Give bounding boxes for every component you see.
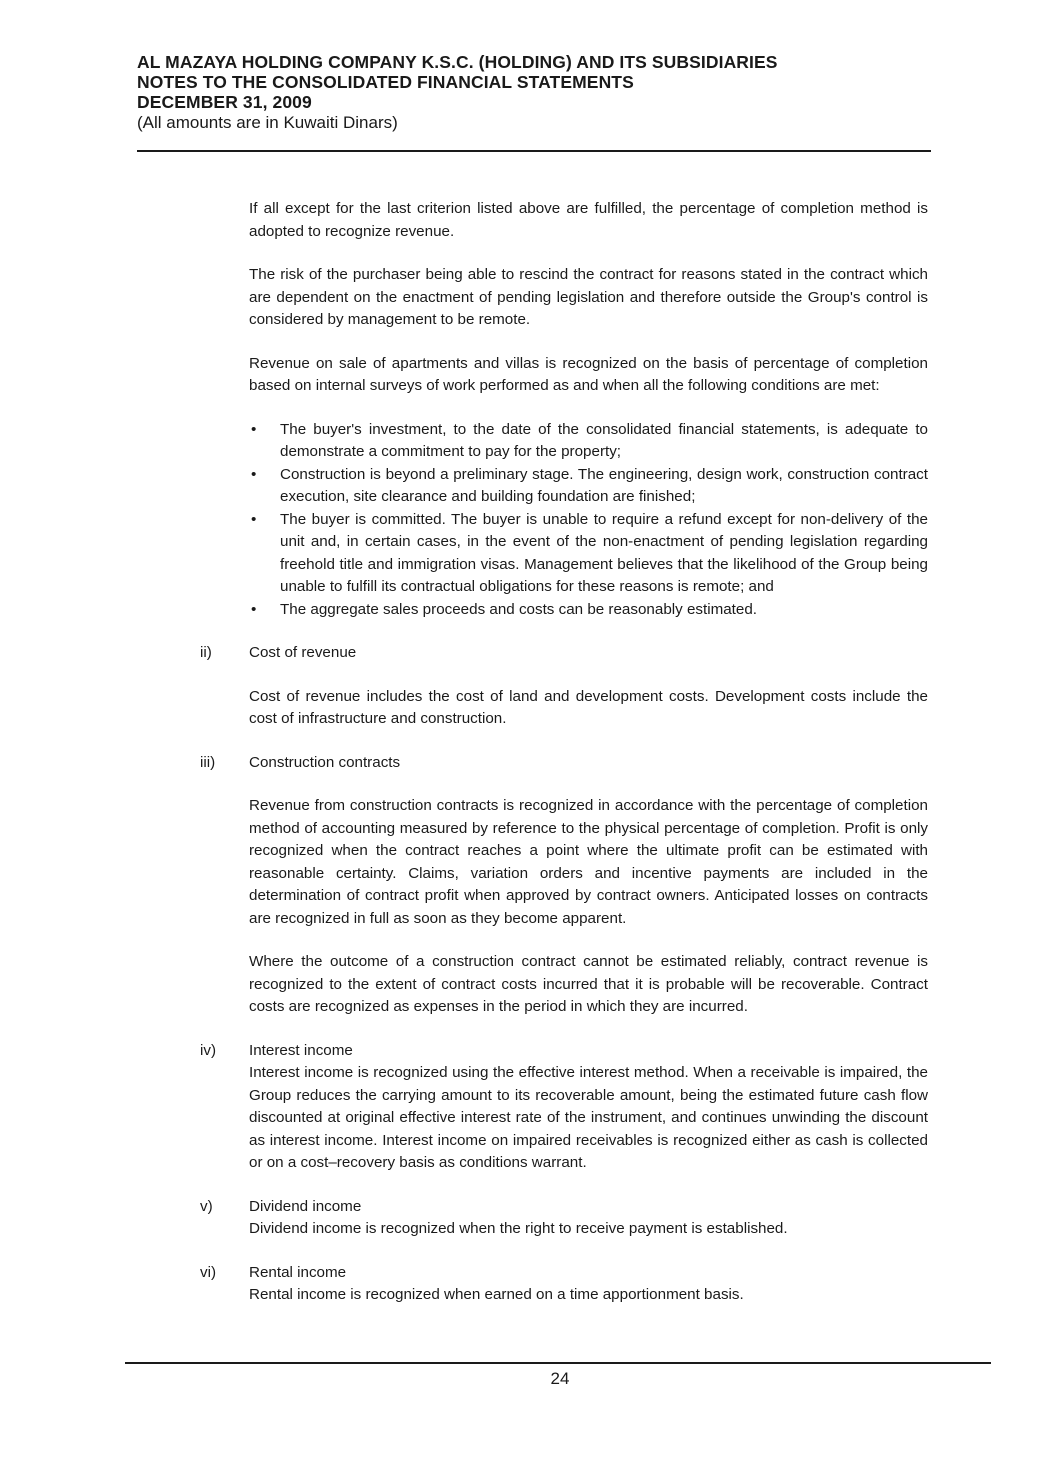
section-title: Interest income [249, 1041, 353, 1059]
list-item [249, 419, 928, 464]
list-item [249, 464, 928, 509]
notes-body [200, 198, 928, 1307]
intro-paragraph: If all except for the last criterion listed above are fulfilled, the percentage of completion method is adopted to recognize revenue. [249, 200, 928, 240]
section-number: v) [200, 1197, 213, 1215]
list-item [249, 509, 928, 599]
list-item-text: Construction is beyond a preliminary stage. The engineering, design work, construction contract execution, site clearance and building foundation are finished; [280, 465, 928, 505]
bullet-icon: • [251, 510, 257, 528]
statement-date: DECEMBER 31, 2009 [137, 92, 312, 112]
section-title: Rental income [249, 1263, 347, 1281]
intro-paragraph: Revenue on sale of apartments and villas is recognized on the basis of percentage of completion based on internal surveys of work performed as and when all the following conditions are met: [249, 354, 928, 394]
revenue-conditions-list [249, 419, 928, 622]
bullet-icon: • [251, 600, 257, 618]
section-title: Dividend income [249, 1197, 362, 1215]
currency-note: (All amounts are in Kuwaiti Dinars) [137, 113, 398, 132]
section-paragraph: Where the outcome of a construction contract cannot be estimated reliably, contract revenue is recognized to the extent of contract costs incurred that it is probable will be recoverable. Contract costs are recognized as expenses in the period in which they are incurred. [249, 953, 928, 1015]
footer-divider [125, 1362, 991, 1364]
section-paragraph: Interest income is recognized using the effective interest method. When a receivable is impaired, the Group reduces the carrying amount to its recoverable amount, being the estimated future cash flow discounted at original effective interest rate of the instrument, and continues unwinding the discount as interest income. Interest income on impaired receivables is recognized either as cash is collected or on a cost–recovery basis as conditions warrant. [249, 1064, 928, 1171]
page-number: 24 [550, 1369, 570, 1388]
section-title: Construction contracts [249, 753, 401, 771]
page-header [137, 52, 929, 133]
bullet-icon: • [251, 465, 257, 483]
section-paragraph: Revenue from construction contracts is recognized in accordance with the percentage of completion method of accounting measured by reference to the physical percentage of completion. Profit is only recognized when the contract reaches a point where the ultimate profit can be estimated with reasonable certainty. Claims, variation orders and incentive payments are included in the determination of contract profit when approved by contract owners. Anticipated losses on contracts are recognized in full as soon as they become apparent. [249, 797, 928, 927]
intro-paragraph: The risk of the purchaser being able to rescind the contract for reasons stated in the contract which are dependent on the enactment of pending legislation and therefore outside the Group's control is considered by management to be remote. [249, 266, 928, 328]
section-number: iv) [200, 1041, 217, 1059]
bullet-icon: • [251, 420, 257, 438]
section-title: Cost of revenue [249, 644, 357, 661]
section-number: iii) [200, 753, 216, 771]
list-item-text: The buyer's investment, to the date of the consolidated financial statements, is adequate to demonstrate a commitment to pay for the property; [280, 420, 928, 460]
section-heading-rental-income [200, 1262, 928, 1285]
section-paragraph: Rental income is recognized when earned on a time apportionment basis. [249, 1286, 744, 1303]
section-heading-interest-income [200, 1040, 928, 1063]
section-heading-dividend-income [200, 1196, 928, 1219]
section-heading-construction-contracts [200, 752, 928, 775]
section-number: vi) [200, 1263, 217, 1281]
section-number: ii) [200, 644, 212, 661]
section-paragraph: Cost of revenue includes the cost of land and development costs. Development costs include the cost of infrastructure and construction. [249, 687, 928, 727]
company-name: AL MAZAYA HOLDING COMPANY K.S.C. (HOLDING) AND ITS SUBSIDIARIES [137, 52, 778, 72]
section-paragraph: Dividend income is recognized when the right to receive payment is established. [249, 1220, 788, 1237]
list-item-text: The buyer is committed. The buyer is unable to require a refund except for non-delivery of the unit and, in certain cases, in the event of the non-enactment of pending legislation regarding freehold title and immigration visas. Management believes that the likelihood of the Group being unable to fulfill its contractual obligations for these reasons is remote; and [280, 510, 928, 595]
section-heading-cost-of-revenue [200, 642, 928, 665]
list-item [249, 599, 928, 622]
list-item-text: The aggregate sales proceeds and costs can be reasonably estimated. [280, 600, 758, 618]
document-title: NOTES TO THE CONSOLIDATED FINANCIAL STATEMENTS [137, 72, 634, 92]
header-divider [137, 150, 931, 152]
